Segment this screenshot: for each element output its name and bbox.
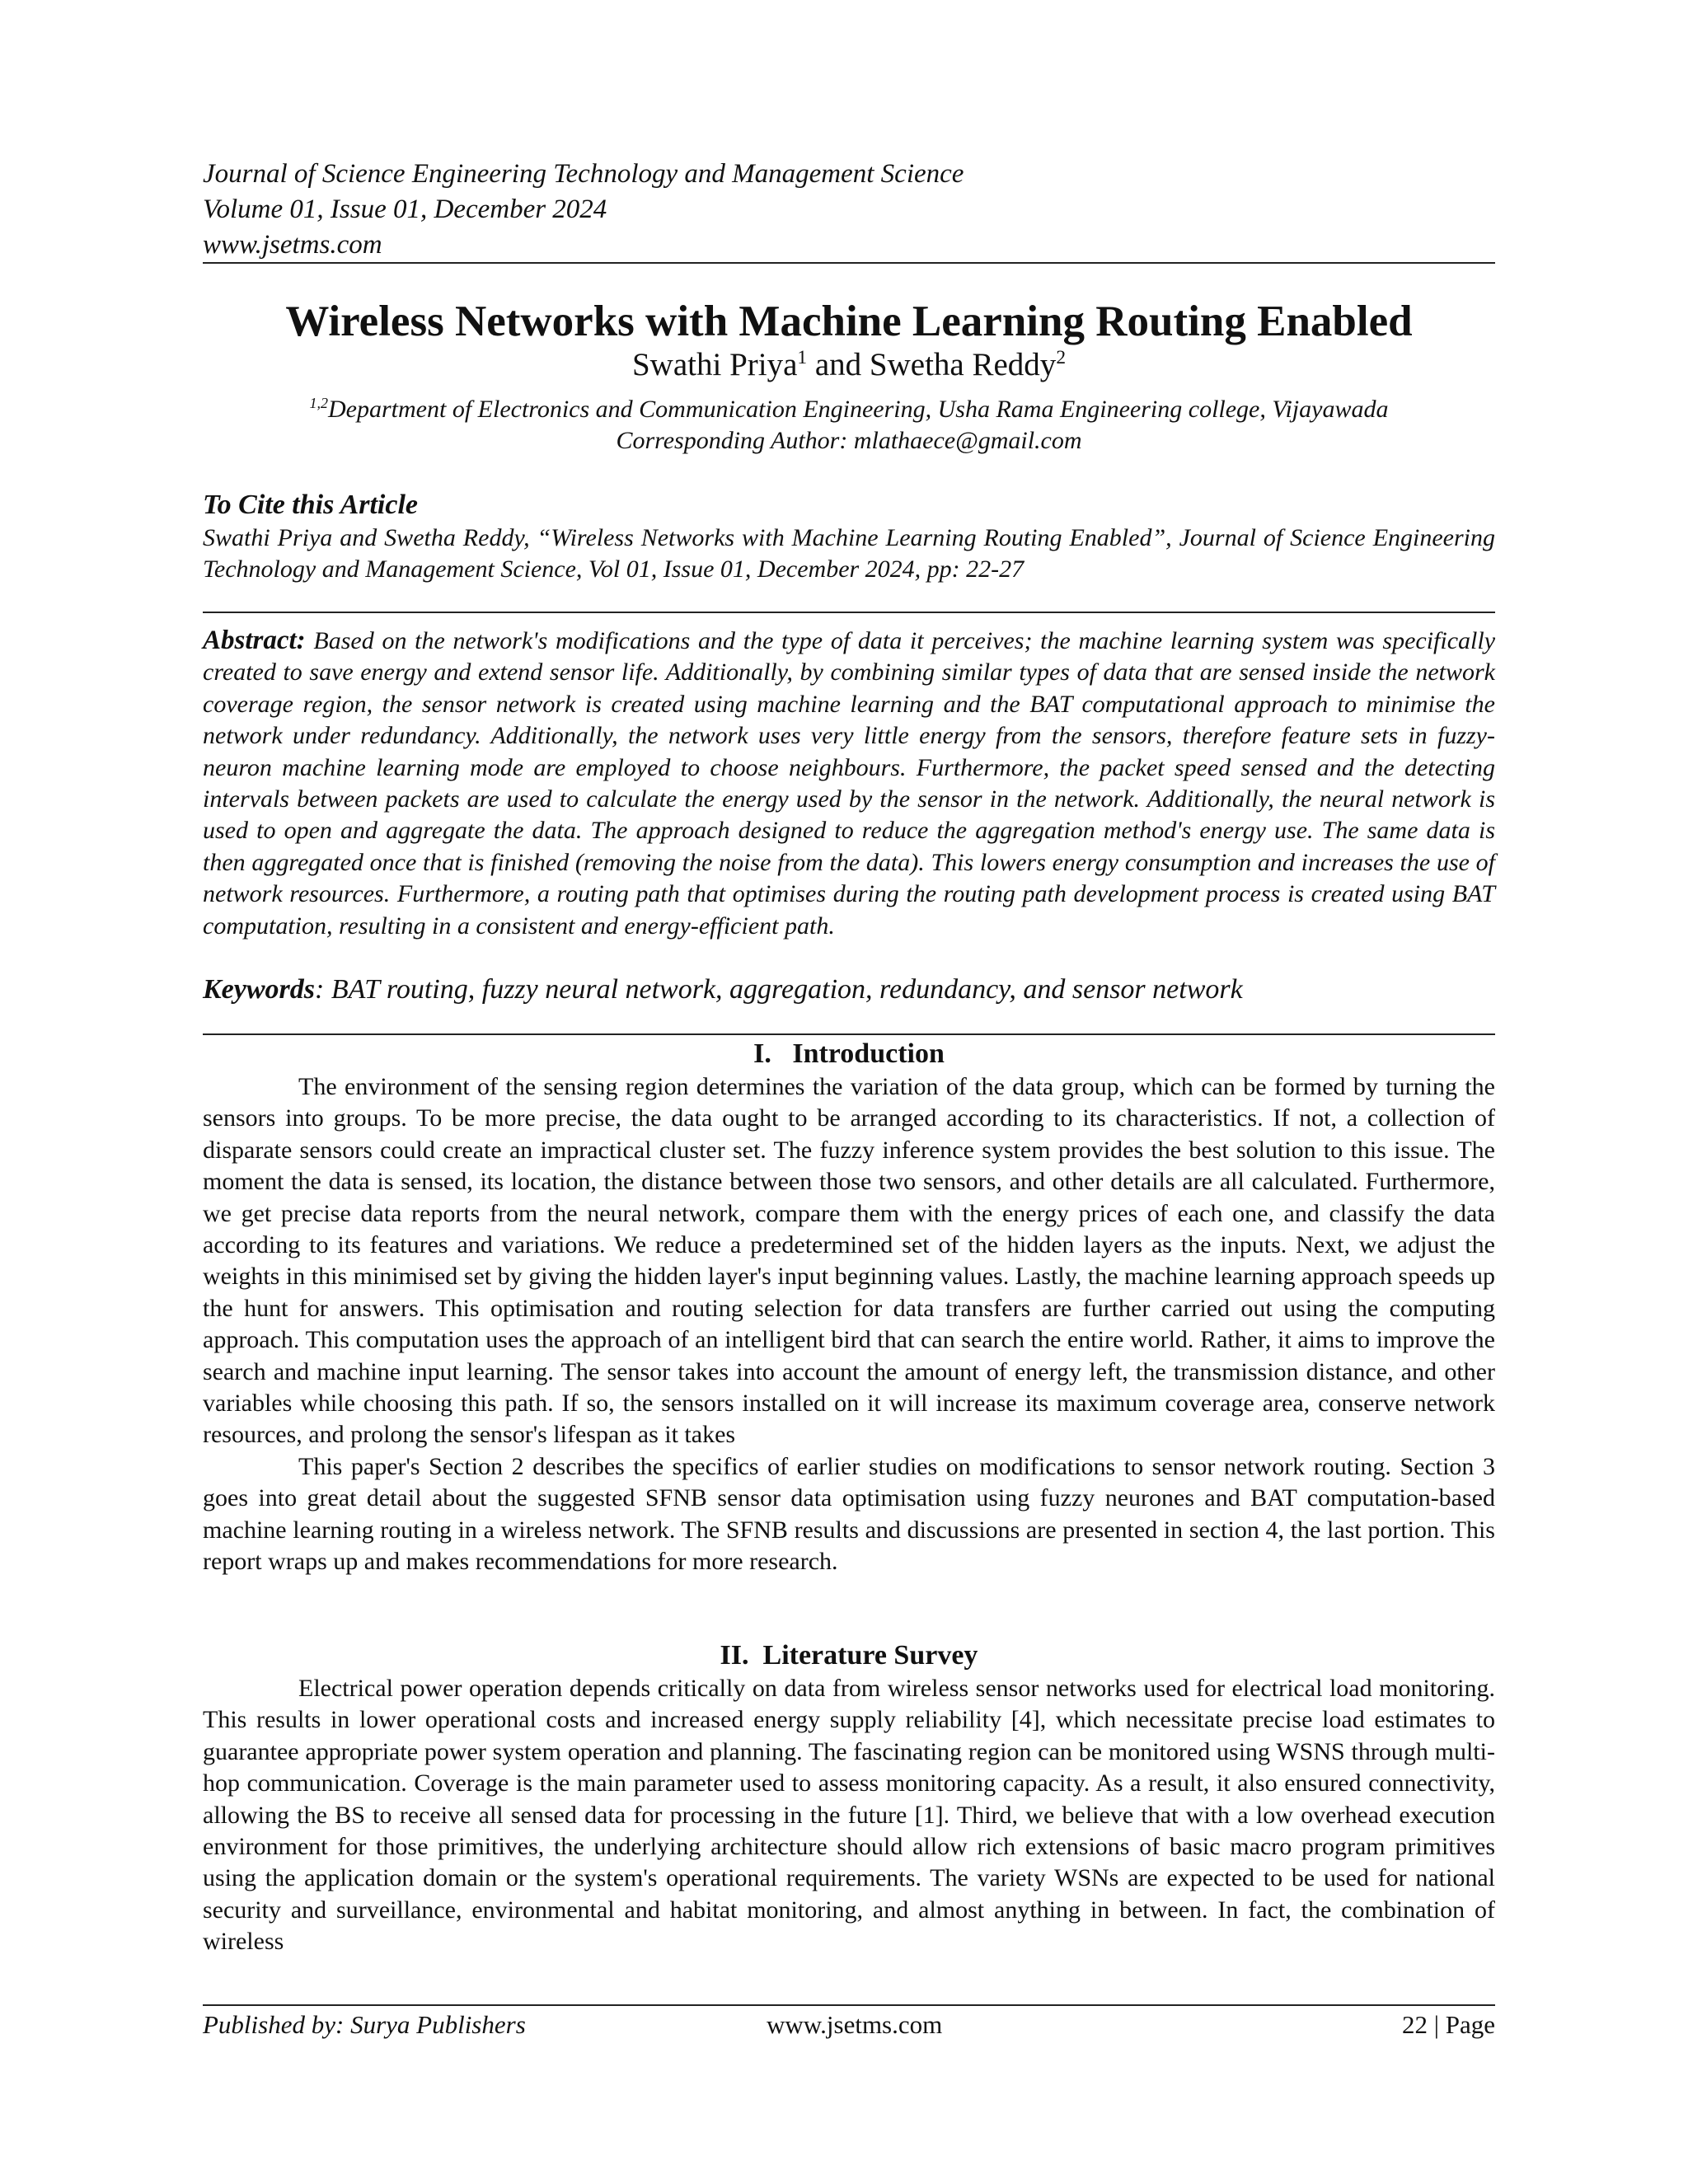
citation-heading: To Cite this Article (203, 490, 419, 520)
journal-header (203, 157, 1495, 263)
keywords-text: : BAT routing, fuzzy neural network, aggregation, redundancy, and sensor network (315, 974, 1243, 1005)
citation-text: Swathi Priya and Swetha Reddy, “Wireless Networks with Machine Learning Routing Enabled”, Journal of Science Engineering Technology and Management Science, Vol 01, Issue 01, December 2024, pp: 22-27 (203, 524, 1495, 583)
section-heading-literature-survey: II. Literature Survey (720, 1640, 978, 1671)
abstract-top-divider (203, 612, 1495, 613)
footer-divider (203, 2004, 1495, 2006)
header-divider (203, 262, 1495, 264)
authors (203, 346, 1495, 384)
abstract-label: Abstract: (203, 626, 306, 655)
abstract-bottom-divider (203, 1033, 1495, 1035)
footer-website: www.jsetms.com (767, 2010, 943, 2039)
author-2: Swetha Reddy (869, 347, 1057, 382)
literature-survey-body (203, 1673, 1495, 1958)
paragraph: This paper's Section 2 describes the specifics of earlier studies on modifications to sensor network routing. Section 3 goes into great detail about the suggested SFNB sensor data optimisation using fuzzy neurones and BAT computation-based machine learning routing in a wireless network. The SFNB results and discussions are presented in section 4, the last portion. This report wraps up and makes recommendations for more research. (203, 1452, 1495, 1576)
affiliation-text: Department of Electronics and Communication Engineering, Usha Rama Engineering college, Vijayawada (328, 396, 1389, 423)
author-1-affiliation-mark: 1 (797, 347, 808, 368)
keywords-label: Keywords (203, 974, 315, 1005)
footer-page-number: 22 | Page (1402, 2010, 1495, 2039)
author-2-affiliation-mark: 2 (1056, 347, 1067, 368)
author-connector: and (807, 347, 870, 382)
affiliation-mark: 1,2 (309, 395, 329, 411)
affiliation (203, 394, 1495, 425)
paragraph: The environment of the sensing region determines the variation of the data group, which can be formed by turning the sensors into groups. To be more precise, the data ought to be arranged according to its characteristics. If not, a collection of disparate sensors could create an impractical cluster set. The fuzzy inference system provides the best solution to this issue. The moment the data is sensed, its location, the distance between those two sensors, and other details are all calculated. Furthermore, we get precise data reports from the neural network, compare them with the energy prices of each one, and classify the data according to its features and variations. We reduce a predetermined set of the hidden layers as the inputs. Next, we adjust the weights in this minimised set by giving the hidden layer's input beginning values. Lastly, the machine learning approach speeds up the hunt for answers. This optimisation and routing selection for data transfers are further carried out using the computing approach. This computation uses the approach of an intelligent bird that can search the entire world. Rather, it aims to improve the search and machine input learning. The sensor takes into account the amount of energy left, the transmission distance, and other variables while choosing this path. If so, the sensors installed on it will increase its maximum coverage area, conserve network resources, and prolong the sensor's lifespan as it takes (203, 1073, 1495, 1449)
corresponding-author: Corresponding Author: mlathaece@gmail.com (616, 427, 1082, 454)
introduction-body (203, 1071, 1495, 1578)
section-heading-introduction: I. Introduction (753, 1038, 945, 1069)
journal-name: Journal of Science Engineering Technology and Management Science (203, 159, 964, 189)
keywords (203, 972, 1495, 1007)
abstract (203, 625, 1495, 942)
abstract-text: Based on the network's modifications and the type of data it perceives; the machine learning system was specifically created to save energy and extend sensor life. Additionally, by combining similar types of data that are sensed inside the network coverage region, the sensor network is created using machine learning and the BAT computational approach to minimise the network under redundancy. Additionally, the network uses very little energy from the sensors, therefore feature sets in fuzzy-neuron machine learning mode are employed to choose neighbours. Furthermore, the packet speed sensed and the detecting intervals between packets are used to calculate the energy used by the sensor in the network. Additionally, the neural network is used to open and aggregate the data. The approach designed to reduce the aggregation method's energy use. The same data is then aggregated once that is finished (removing the noise from the data). This lowers energy consumption and increases the use of network resources. Furthermore, a routing path that optimises during the routing path development process is created using BAT computation, resulting in a consistent and energy-efficient path. (203, 627, 1496, 940)
journal-website: www.jsetms.com (203, 230, 382, 260)
journal-volume: Volume 01, Issue 01, December 2024 (203, 194, 607, 224)
footer-publisher: Published by: Surya Publishers (203, 2010, 526, 2039)
author-1: Swathi Priya (631, 347, 798, 382)
article-title: Wireless Networks with Machine Learning Routing Enabled (285, 298, 1413, 345)
paragraph: Electrical power operation depends critically on data from wireless sensor networks used for electrical load monitoring. This results in lower operational costs and increased energy supply reliability [4], which necessitate precise load estimates to guarantee appropriate power system operation and planning. The fascinating region can be monitored using WSNS through multi-hop communication. Coverage is the main parameter used to assess monitoring capacity. As a result, it also ensured connectivity, allowing the BS to receive all sensed data for processing in the future [1]. Third, we believe that with a low overhead execution environment for those primitives, the underlying architecture should allow rich extensions of basic macro program primitives using the application domain or the system's operational requirements. The variety WSNs are expected to be used for national security and surveillance, environmental and habitat monitoring, and almost anything in between. In fact, the combination of wireless (203, 1675, 1495, 1956)
